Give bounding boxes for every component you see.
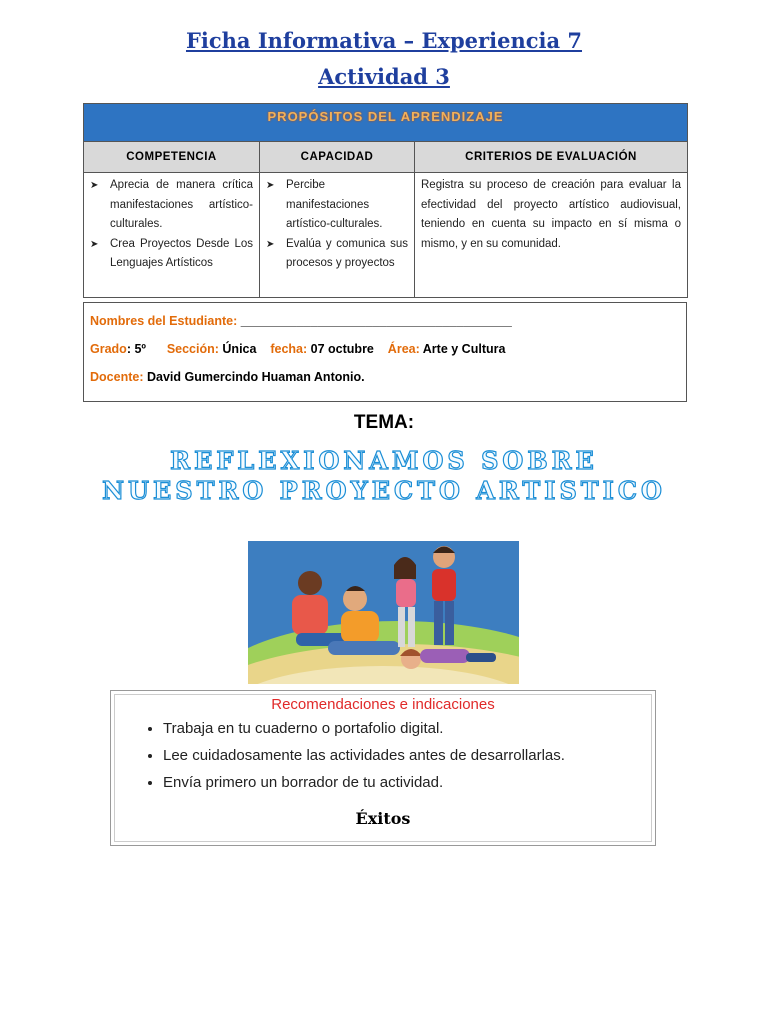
purposes-heading: PROPÓSITOS DEL APRENDIZAJE — [267, 109, 504, 124]
competencia-text: Aprecia de manera crítica manifestaciones artístico-culturales. — [110, 179, 253, 230]
fecha-value: 07 octubre — [310, 342, 374, 356]
student-name-label: Nombres del Estudiante: — [90, 314, 238, 328]
column-header-criterios: CRITERIOS DE EVALUACIÓN — [415, 142, 688, 173]
student-info-box — [83, 302, 687, 402]
criterios-cell — [415, 173, 688, 298]
competencia-item — [90, 235, 253, 274]
arrow-bullet-icon: ➤ — [266, 238, 275, 250]
purposes-heading-cell — [84, 104, 688, 142]
capacidad-text: Percibe manifestaciones artístico-culturales. — [286, 179, 383, 230]
competencia-text: Crea Proyectos Desde Los Lenguajes Artísticos — [110, 237, 253, 269]
activity-subtitle: Actividad 3 — [318, 64, 450, 89]
docente-value: David Gumercindo Huaman Antonio. — [146, 370, 365, 384]
students-illustration — [248, 541, 519, 684]
column-header-competencia: COMPETENCIA — [84, 142, 260, 173]
capacidad-cell — [260, 173, 415, 298]
arrow-bullet-icon: ➤ — [90, 238, 99, 250]
student-name-blank[interactable]: _______________________________________ — [240, 314, 512, 328]
docente-label: Docente: — [90, 370, 144, 384]
list-item: • Envía primero un borrador de tu actividad. — [163, 769, 565, 796]
recommendations-title: Recomendaciones e indicaciones — [271, 696, 495, 713]
purposes-table — [83, 103, 688, 298]
arrow-bullet-icon: ➤ — [90, 180, 99, 191]
competencia-cell — [84, 173, 260, 298]
arrow-bullet-icon: ➤ — [266, 180, 275, 191]
closing-text: Éxitos — [355, 809, 411, 828]
capacidad-item — [266, 235, 408, 274]
seccion-value: Única — [222, 342, 257, 356]
tema-title: REFLEXIONAMOS SOBRE NUESTRO PROYECTO ARTISTICO — [102, 446, 666, 505]
document-title: Ficha Informativa – Experiencia 7 — [185, 28, 583, 53]
competencia-item — [90, 176, 253, 235]
column-header-capacidad: CAPACIDAD — [260, 142, 415, 173]
list-item: • Lee cuidadosamente las actividades antes de desarrollarlas. — [163, 742, 565, 769]
seccion-label: Sección: — [166, 342, 219, 356]
area-value: Arte y Cultura — [422, 342, 506, 356]
tema-label: TEMA: — [353, 412, 415, 433]
capacidad-item — [266, 176, 408, 235]
capacidad-text: Evalúa y comunica sus procesos y proyectos — [286, 237, 408, 269]
criterios-text: Registra su proceso de creación para evaluar la efectividad del proyecto artístico audiovisual, teniendo en cuenta su impacto en sí misma o mismo, y en su comunidad. — [421, 179, 682, 250]
recommendations-box — [110, 690, 656, 846]
grado-value: : 5º — [126, 342, 146, 356]
recommendations-list — [141, 715, 565, 796]
fecha-label: fecha: — [270, 342, 308, 356]
area-label: Área: — [387, 342, 420, 356]
grado-label: Grado — [90, 342, 127, 356]
list-item: • Trabaja en tu cuaderno o portafolio digital. — [163, 715, 565, 742]
